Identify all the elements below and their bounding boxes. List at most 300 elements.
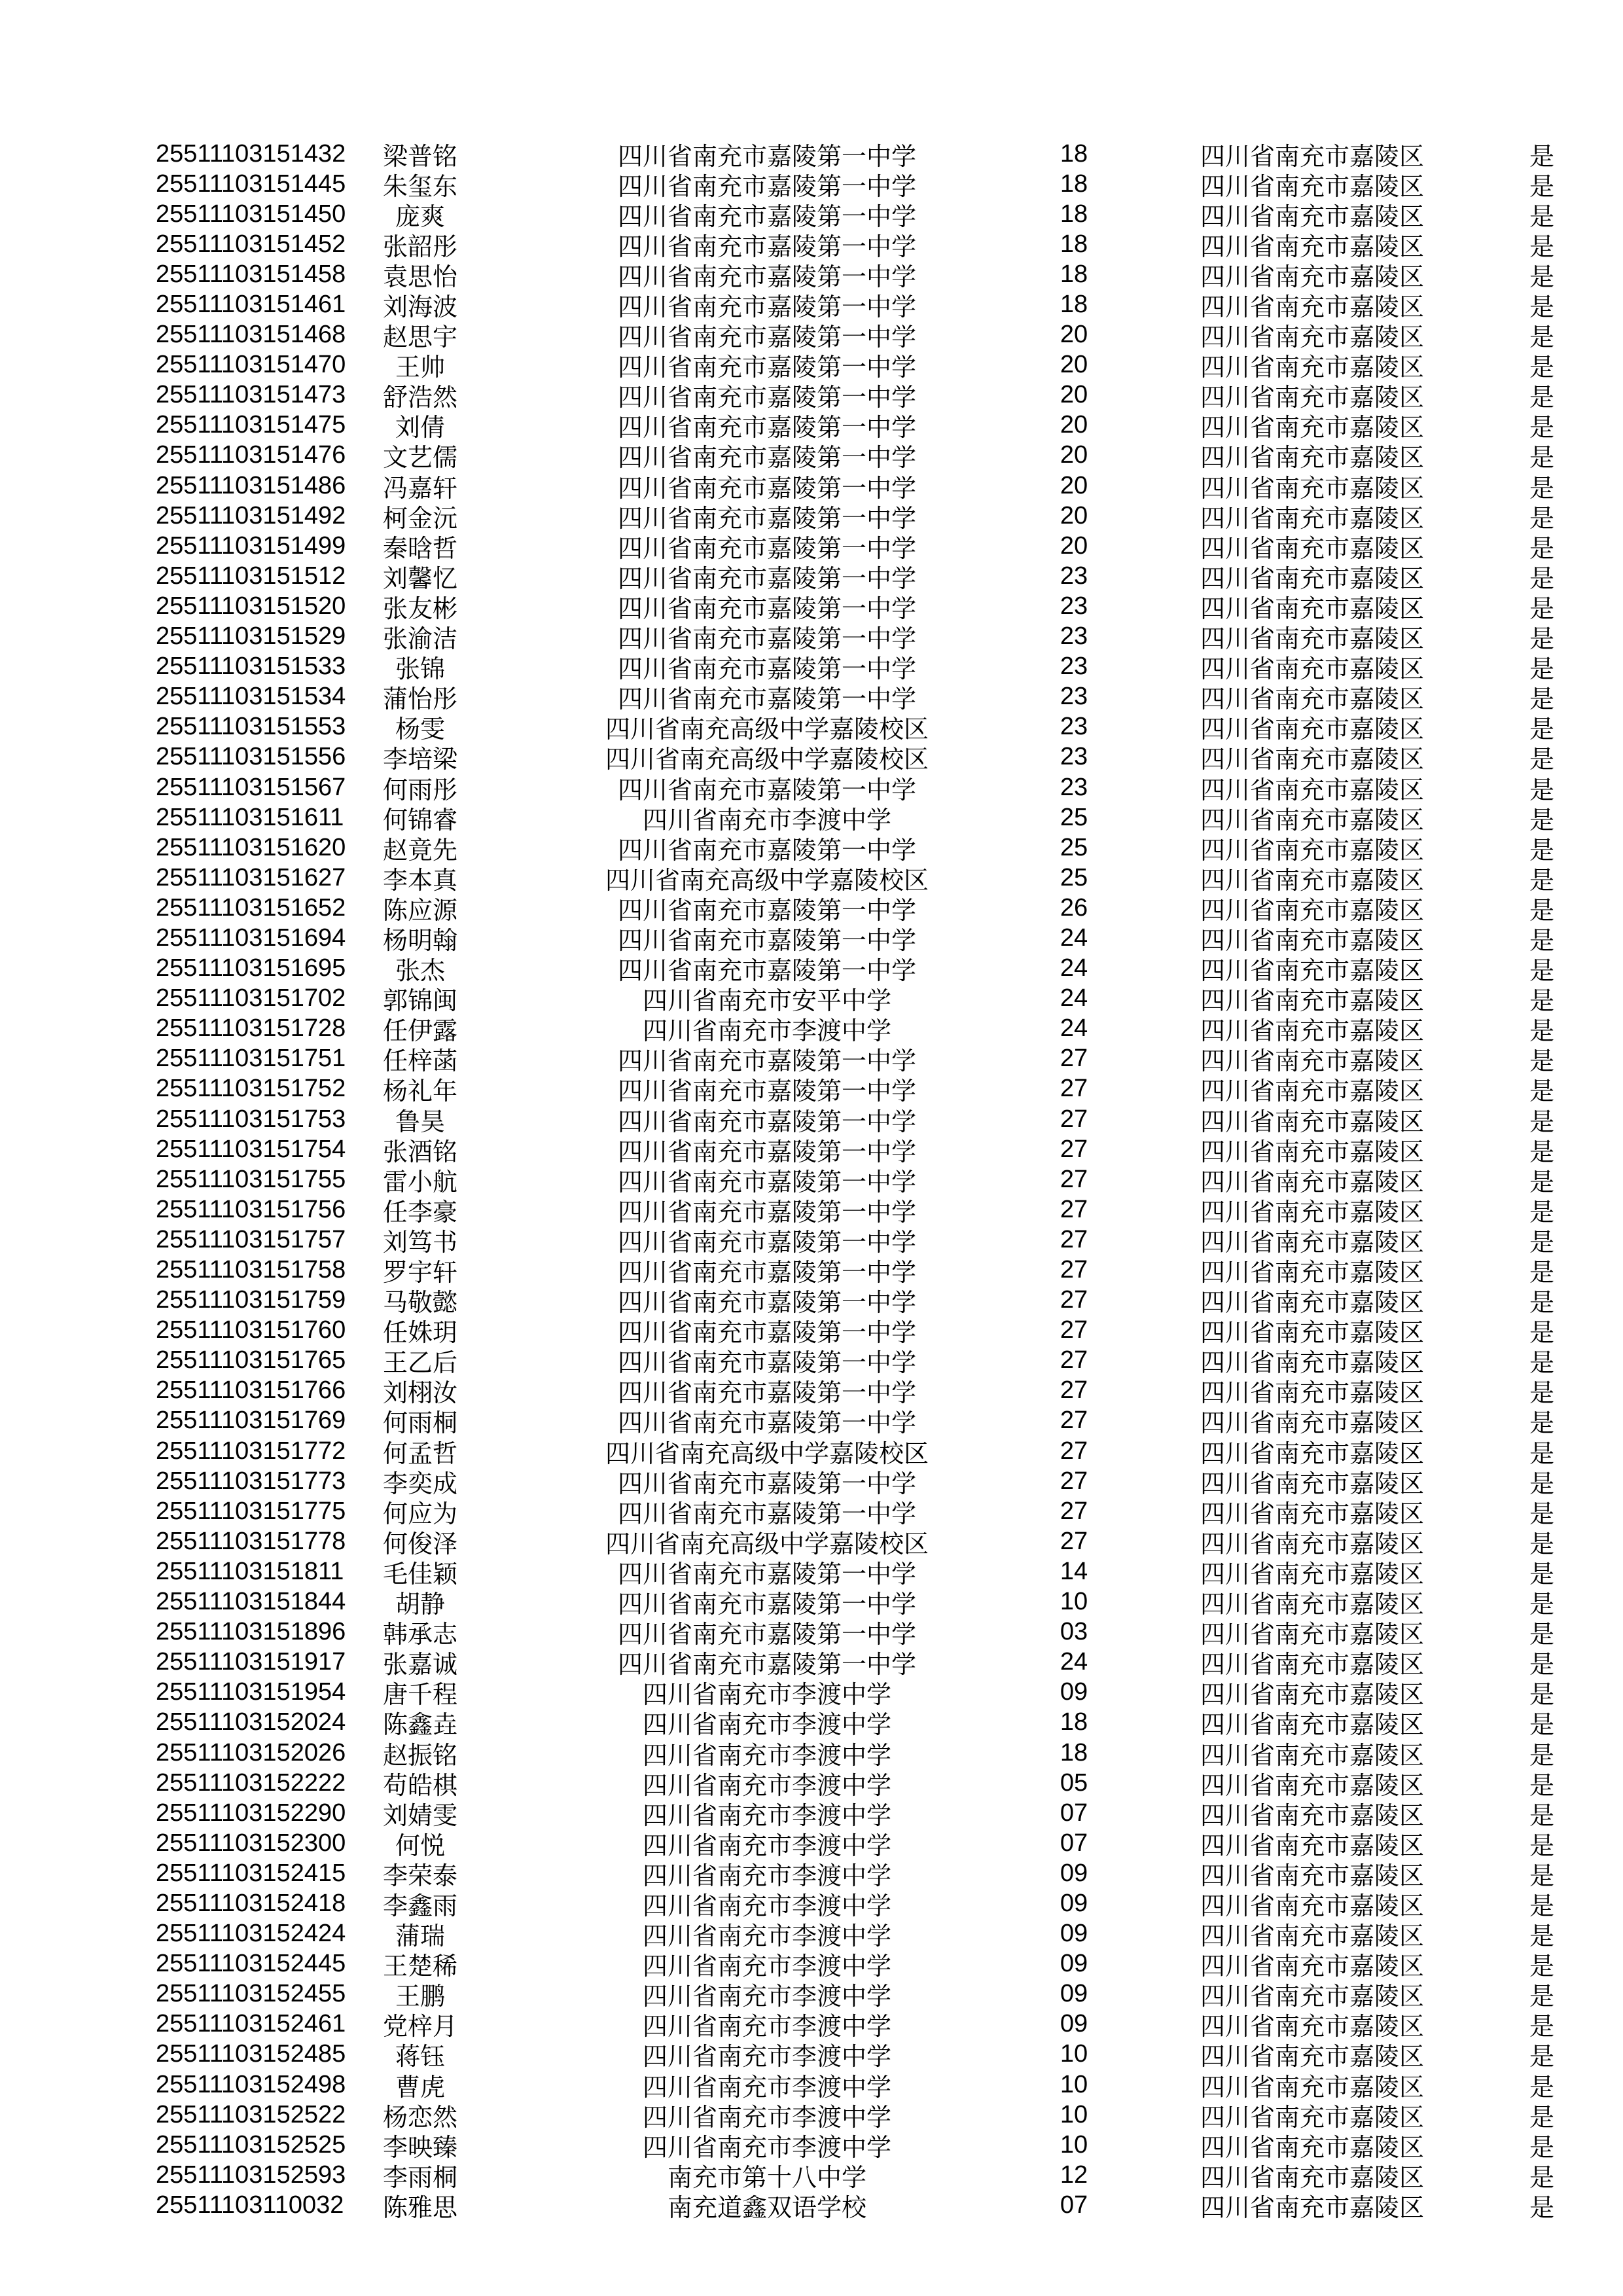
confirm-cell: 是 [1529, 475, 1554, 503]
confirm-cell: 是 [1529, 535, 1554, 563]
school-cell: 四川省南充市嘉陵第一中学 [617, 1259, 916, 1287]
region-cell: 四川省南充市嘉陵区 [1200, 203, 1424, 231]
student-name-cell: 任梓菡 [382, 1048, 457, 1076]
table-row [0, 652, 1623, 682]
student-name-cell: 刘笃书 [382, 1229, 457, 1257]
school-cell: 四川省南充高级中学嘉陵校区 [605, 1440, 929, 1468]
student-id-cell: 25511103152445 [156, 1950, 346, 1978]
region-cell: 四川省南充市嘉陵区 [1200, 173, 1424, 201]
confirm-cell: 是 [1529, 686, 1554, 714]
region-cell: 四川省南充市嘉陵区 [1200, 1350, 1424, 1378]
count-cell: 09 [1060, 1920, 1088, 1948]
table-row [0, 1888, 1623, 1918]
student-name-cell: 张锦 [395, 656, 445, 684]
count-cell: 12 [1060, 2161, 1088, 2189]
count-cell: 18 [1060, 1708, 1088, 1736]
school-cell: 四川省南充市嘉陵第一中学 [617, 958, 916, 986]
table-row [0, 893, 1623, 923]
region-cell: 四川省南充市嘉陵区 [1200, 1862, 1424, 1890]
count-cell: 25 [1060, 863, 1088, 891]
region-cell: 四川省南充市嘉陵区 [1200, 1289, 1424, 1318]
confirm-cell: 是 [1529, 2194, 1554, 2222]
confirm-cell: 是 [1529, 806, 1554, 834]
school-cell: 四川省南充市嘉陵第一中学 [617, 776, 916, 804]
student-name-cell: 文艺儒 [382, 444, 457, 473]
region-cell: 四川省南充市嘉陵区 [1200, 2073, 1424, 2102]
school-cell: 四川省南充市嘉陵第一中学 [617, 263, 916, 291]
confirm-cell: 是 [1529, 2013, 1554, 2041]
count-cell: 27 [1060, 1075, 1088, 1103]
table-row [0, 1798, 1623, 1828]
table-row [0, 863, 1623, 893]
student-id-cell: 25511103151512 [156, 562, 346, 590]
student-name-cell: 李培梁 [382, 746, 457, 774]
region-cell: 四川省南充市嘉陵区 [1200, 294, 1424, 322]
confirm-cell: 是 [1529, 2164, 1554, 2192]
region-cell: 四川省南充市嘉陵区 [1200, 2104, 1424, 2132]
student-id-cell: 25511103152424 [156, 1920, 346, 1948]
count-cell: 07 [1060, 1799, 1088, 1827]
confirm-cell: 是 [1529, 927, 1554, 955]
student-id-cell: 25511103151567 [156, 773, 346, 801]
school-cell: 四川省南充市嘉陵第一中学 [617, 1410, 916, 1438]
table-row [0, 2070, 1623, 2100]
school-cell: 四川省南充市嘉陵第一中学 [617, 927, 916, 955]
confirm-cell: 是 [1529, 2104, 1554, 2132]
region-cell: 四川省南充市嘉陵区 [1200, 927, 1424, 955]
confirm-cell: 是 [1529, 1651, 1554, 1679]
student-id-cell: 25511103151529 [156, 622, 346, 651]
count-cell: 10 [1060, 2070, 1088, 2098]
student-name-cell: 冯嘉轩 [382, 475, 457, 503]
student-name-cell: 李奕成 [382, 1470, 457, 1498]
confirm-cell: 是 [1529, 1742, 1554, 1770]
school-cell: 四川省南充市李渡中学 [642, 1742, 891, 1770]
count-cell: 05 [1060, 1768, 1088, 1797]
table-row [0, 320, 1623, 350]
region-cell: 四川省南充市嘉陵区 [1200, 626, 1424, 654]
confirm-cell: 是 [1529, 1168, 1554, 1196]
confirm-cell: 是 [1529, 1923, 1554, 1951]
student-name-cell: 蒲怡彤 [382, 686, 457, 714]
region-cell: 四川省南充市嘉陵区 [1200, 475, 1424, 503]
region-cell: 四川省南充市嘉陵区 [1200, 1892, 1424, 1920]
table-row [0, 380, 1623, 410]
student-id-cell: 25511103152415 [156, 1859, 346, 1887]
count-cell: 20 [1060, 471, 1088, 499]
table-row [0, 1134, 1623, 1164]
student-id-cell: 25511103151758 [156, 1256, 346, 1284]
count-cell: 23 [1060, 622, 1088, 651]
region-cell: 四川省南充市嘉陵区 [1200, 505, 1424, 533]
table-row [0, 169, 1623, 199]
confirm-cell: 是 [1529, 958, 1554, 986]
region-cell: 四川省南充市嘉陵区 [1200, 414, 1424, 442]
region-cell: 四川省南充市嘉陵区 [1200, 595, 1424, 623]
region-cell: 四川省南充市嘉陵区 [1200, 384, 1424, 412]
region-cell: 四川省南充市嘉陵区 [1200, 1168, 1424, 1196]
table-row [0, 229, 1623, 259]
student-id-cell: 25511103151702 [156, 984, 346, 1013]
region-cell: 四川省南充市嘉陵区 [1200, 1319, 1424, 1348]
student-id-cell: 25511103151458 [156, 260, 346, 288]
table-row [0, 2100, 1623, 2130]
school-cell: 四川省南充市嘉陵第一中学 [617, 897, 916, 925]
count-cell: 10 [1060, 2130, 1088, 2159]
table-row [0, 1858, 1623, 1888]
confirm-cell: 是 [1529, 1560, 1554, 1588]
region-cell: 四川省南充市嘉陵区 [1200, 1681, 1424, 1710]
count-cell: 20 [1060, 531, 1088, 560]
school-cell: 四川省南充市嘉陵第一中学 [617, 505, 916, 533]
school-cell: 四川省南充高级中学嘉陵校区 [605, 1530, 929, 1558]
student-id-cell: 25511103151751 [156, 1045, 346, 1073]
student-id-cell: 25511103151652 [156, 893, 346, 922]
confirm-cell: 是 [1529, 354, 1554, 382]
table-row [0, 833, 1623, 863]
table-row [0, 1496, 1623, 1526]
table-row [0, 622, 1623, 652]
table-row [0, 2190, 1623, 2220]
table-row [0, 591, 1623, 621]
student-name-cell: 朱玺东 [382, 173, 457, 201]
count-cell: 20 [1060, 321, 1088, 349]
table-row [0, 1587, 1623, 1617]
table-row [0, 1316, 1623, 1346]
student-id-cell: 25511103152026 [156, 1738, 346, 1767]
count-cell: 24 [1060, 984, 1088, 1013]
region-cell: 四川省南充市嘉陵区 [1200, 656, 1424, 684]
region-cell: 四川省南充市嘉陵区 [1200, 1651, 1424, 1679]
region-cell: 四川省南充市嘉陵区 [1200, 1380, 1424, 1408]
count-cell: 20 [1060, 441, 1088, 469]
school-cell: 四川省南充市嘉陵第一中学 [617, 1078, 916, 1106]
confirm-cell: 是 [1529, 384, 1554, 412]
student-id-cell: 25511103151778 [156, 1527, 346, 1555]
student-id-cell: 25511103152222 [156, 1768, 346, 1797]
region-cell: 四川省南充市嘉陵区 [1200, 1138, 1424, 1166]
count-cell: 10 [1060, 1588, 1088, 1616]
region-cell: 四川省南充市嘉陵区 [1200, 535, 1424, 563]
table-row [0, 772, 1623, 802]
count-cell: 23 [1060, 683, 1088, 711]
student-name-cell: 马敬懿 [382, 1289, 457, 1318]
school-cell: 四川省南充市嘉陵第一中学 [617, 444, 916, 473]
school-cell: 四川省南充市李渡中学 [642, 1862, 891, 1890]
student-name-cell: 王鹏 [395, 1983, 445, 2011]
school-cell: 四川省南充市李渡中学 [642, 1923, 891, 1951]
region-cell: 四川省南充市嘉陵区 [1200, 716, 1424, 744]
confirm-cell: 是 [1529, 1198, 1554, 1227]
table-row [0, 1677, 1623, 1708]
region-cell: 四川省南充市嘉陵区 [1200, 988, 1424, 1016]
student-name-cell: 李本真 [382, 867, 457, 895]
confirm-cell: 是 [1529, 505, 1554, 533]
student-id-cell: 25511103151475 [156, 411, 346, 439]
school-cell: 四川省南充市李渡中学 [642, 1681, 891, 1710]
student-name-cell: 张酒铭 [382, 1138, 457, 1166]
region-cell: 四川省南充市嘉陵区 [1200, 1530, 1424, 1558]
table-row [0, 1346, 1623, 1376]
count-cell: 27 [1060, 1407, 1088, 1435]
student-name-cell: 罗宇轩 [382, 1259, 457, 1287]
student-id-cell: 25511103152455 [156, 1980, 346, 2008]
student-name-cell: 苟皓棋 [382, 1772, 457, 1800]
school-cell: 四川省南充市嘉陵第一中学 [617, 173, 916, 201]
student-id-cell: 25511103152525 [156, 2130, 346, 2159]
student-name-cell: 李鑫雨 [382, 1892, 457, 1920]
confirm-cell: 是 [1529, 836, 1554, 865]
student-name-cell: 刘婧雯 [382, 1802, 457, 1830]
count-cell: 07 [1060, 2191, 1088, 2219]
confirm-cell: 是 [1529, 2134, 1554, 2162]
student-id-cell: 25511103151896 [156, 1618, 346, 1646]
count-cell: 14 [1060, 1557, 1088, 1585]
student-id-cell: 25511103151520 [156, 592, 346, 620]
student-name-cell: 赵思宇 [382, 324, 457, 352]
student-id-cell: 25511103151533 [156, 653, 346, 681]
student-id-cell: 25511103151461 [156, 291, 346, 319]
count-cell: 27 [1060, 1497, 1088, 1525]
school-cell: 四川省南充市李渡中学 [642, 1772, 891, 1800]
region-cell: 四川省南充市嘉陵区 [1200, 1500, 1424, 1528]
student-name-cell: 何雨彤 [382, 776, 457, 804]
student-name-cell: 王帅 [395, 354, 445, 382]
table-row [0, 199, 1623, 229]
student-name-cell: 郭锦闽 [382, 988, 457, 1016]
confirm-cell: 是 [1529, 1712, 1554, 1740]
confirm-cell: 是 [1529, 1862, 1554, 1890]
count-cell: 09 [1060, 1950, 1088, 1978]
table-row [0, 1074, 1623, 1104]
school-cell: 四川省南充市嘉陵第一中学 [617, 1048, 916, 1076]
student-name-cell: 舒浩然 [382, 384, 457, 412]
student-id-cell: 25511103152418 [156, 1889, 346, 1917]
student-name-cell: 杨雯 [395, 716, 445, 744]
confirm-cell: 是 [1529, 203, 1554, 231]
confirm-cell: 是 [1529, 1892, 1554, 1920]
school-cell: 四川省南充市嘉陵第一中学 [617, 1319, 916, 1348]
region-cell: 四川省南充市嘉陵区 [1200, 958, 1424, 986]
school-cell: 四川省南充市嘉陵第一中学 [617, 1350, 916, 1378]
confirm-cell: 是 [1529, 1983, 1554, 2011]
count-cell: 24 [1060, 924, 1088, 952]
school-cell: 四川省南充市嘉陵第一中学 [617, 1138, 916, 1166]
table-row [0, 1436, 1623, 1466]
school-cell: 四川省南充高级中学嘉陵校区 [605, 746, 929, 774]
table-row [0, 289, 1623, 322]
region-cell: 四川省南充市嘉陵区 [1200, 776, 1424, 804]
confirm-cell: 是 [1529, 1108, 1554, 1136]
count-cell: 10 [1060, 2100, 1088, 2128]
confirm-cell: 是 [1529, 626, 1554, 654]
count-cell: 23 [1060, 713, 1088, 741]
student-name-cell: 张嘉诚 [382, 1651, 457, 1679]
student-name-cell: 赵振铭 [382, 1742, 457, 1770]
student-name-cell: 胡静 [395, 1591, 445, 1619]
student-id-cell: 25511103151756 [156, 1195, 346, 1223]
count-cell: 18 [1060, 139, 1088, 168]
table-row [0, 561, 1623, 591]
table-row [0, 923, 1623, 953]
count-cell: 27 [1060, 1527, 1088, 1555]
school-cell: 四川省南充市嘉陵第一中学 [617, 1621, 916, 1649]
count-cell: 27 [1060, 1135, 1088, 1163]
region-cell: 四川省南充市嘉陵区 [1200, 1983, 1424, 2011]
student-name-cell: 何应为 [382, 1500, 457, 1528]
region-cell: 四川省南充市嘉陵区 [1200, 2134, 1424, 2162]
student-id-cell: 25511103151773 [156, 1467, 346, 1495]
count-cell: 18 [1060, 170, 1088, 198]
student-id-cell: 25511103151432 [156, 139, 346, 168]
student-name-cell: 杨恋然 [382, 2104, 457, 2132]
school-cell: 四川省南充市李渡中学 [642, 1892, 891, 1920]
confirm-cell: 是 [1529, 233, 1554, 261]
count-cell: 24 [1060, 954, 1088, 982]
region-cell: 四川省南充市嘉陵区 [1200, 1953, 1424, 1981]
student-name-cell: 任姝玥 [382, 1319, 457, 1348]
table-row [0, 1919, 1623, 1949]
school-cell: 四川省南充市安平中学 [642, 988, 891, 1016]
school-cell: 四川省南充市嘉陵第一中学 [617, 1470, 916, 1498]
region-cell: 四川省南充市嘉陵区 [1200, 1198, 1424, 1227]
school-cell: 四川省南充市李渡中学 [642, 1983, 891, 2011]
count-cell: 20 [1060, 411, 1088, 439]
region-cell: 四川省南充市嘉陵区 [1200, 1470, 1424, 1498]
region-cell: 四川省南充市嘉陵区 [1200, 686, 1424, 714]
region-cell: 四川省南充市嘉陵区 [1200, 1712, 1424, 1740]
student-id-cell: 25511103152485 [156, 2040, 346, 2068]
student-id-cell: 25511103151452 [156, 230, 346, 258]
region-cell: 四川省南充市嘉陵区 [1200, 354, 1424, 382]
table-row [0, 1104, 1623, 1134]
confirm-cell: 是 [1529, 595, 1554, 623]
student-id-cell: 25511103151757 [156, 1225, 346, 1253]
confirm-cell: 是 [1529, 143, 1554, 171]
student-table [0, 139, 1623, 2220]
count-cell: 09 [1060, 1678, 1088, 1706]
table-row [0, 682, 1623, 712]
table-row [0, 1225, 1623, 1255]
confirm-cell: 是 [1529, 1530, 1554, 1558]
table-row [0, 2160, 1623, 2190]
school-cell: 南充道鑫双语学校 [667, 2194, 866, 2222]
count-cell: 20 [1060, 501, 1088, 529]
count-cell: 27 [1060, 1316, 1088, 1344]
school-cell: 四川省南充市嘉陵第一中学 [617, 595, 916, 623]
school-cell: 南充市第十八中学 [667, 2164, 866, 2192]
table-row [0, 1164, 1623, 1194]
student-name-cell: 张韶彤 [382, 233, 457, 261]
count-cell: 27 [1060, 1437, 1088, 1465]
school-cell: 四川省南充市嘉陵第一中学 [617, 1651, 916, 1679]
region-cell: 四川省南充市嘉陵区 [1200, 2164, 1424, 2192]
student-name-cell: 赵竟先 [382, 836, 457, 865]
student-name-cell: 唐千程 [382, 1681, 457, 1710]
confirm-cell: 是 [1529, 1500, 1554, 1528]
school-cell: 四川省南充市李渡中学 [642, 806, 891, 834]
region-cell: 四川省南充市嘉陵区 [1200, 746, 1424, 774]
student-name-cell: 庞爽 [395, 203, 445, 231]
student-id-cell: 25511103151499 [156, 531, 346, 560]
student-id-cell: 25511103151728 [156, 1014, 346, 1043]
confirm-cell: 是 [1529, 173, 1554, 201]
student-name-cell: 杨礼年 [382, 1078, 457, 1106]
confirm-cell: 是 [1529, 1259, 1554, 1287]
count-cell: 27 [1060, 1195, 1088, 1223]
count-cell: 27 [1060, 1256, 1088, 1284]
confirm-cell: 是 [1529, 1440, 1554, 1468]
student-name-cell: 王乙后 [382, 1350, 457, 1378]
confirm-cell: 是 [1529, 867, 1554, 895]
student-name-cell: 张杰 [395, 958, 445, 986]
confirm-cell: 是 [1529, 1319, 1554, 1348]
count-cell: 09 [1060, 1859, 1088, 1887]
student-id-cell: 25511103151760 [156, 1316, 346, 1344]
region-cell: 四川省南充市嘉陵区 [1200, 324, 1424, 352]
student-id-cell: 25511103151844 [156, 1588, 346, 1616]
table-row [0, 1708, 1623, 1738]
region-cell: 四川省南充市嘉陵区 [1200, 867, 1424, 895]
region-cell: 四川省南充市嘉陵区 [1200, 1440, 1424, 1468]
table-row [0, 1406, 1623, 1436]
table-row [0, 1949, 1623, 1979]
student-name-cell: 鲁昊 [395, 1108, 445, 1136]
student-name-cell: 党梓月 [382, 2013, 457, 2041]
confirm-cell: 是 [1529, 1078, 1554, 1106]
table-row [0, 2009, 1623, 2039]
table-row [0, 440, 1623, 471]
student-id-cell: 25511103151473 [156, 381, 346, 409]
region-cell: 四川省南充市嘉陵区 [1200, 1410, 1424, 1438]
table-row [0, 350, 1623, 380]
student-name-cell: 何雨桐 [382, 1410, 457, 1438]
confirm-cell: 是 [1529, 776, 1554, 804]
confirm-cell: 是 [1529, 414, 1554, 442]
school-cell: 四川省南充市嘉陵第一中学 [617, 686, 916, 714]
student-name-cell: 蒋钰 [395, 2043, 445, 2072]
confirm-cell: 是 [1529, 1380, 1554, 1408]
school-cell: 四川省南充市嘉陵第一中学 [617, 203, 916, 231]
count-cell: 24 [1060, 1014, 1088, 1043]
student-id-cell: 25511103151445 [156, 170, 346, 198]
region-cell: 四川省南充市嘉陵区 [1200, 1078, 1424, 1106]
table-row [0, 139, 1623, 169]
count-cell: 18 [1060, 260, 1088, 288]
school-cell: 四川省南充市李渡中学 [642, 2073, 891, 2102]
count-cell: 25 [1060, 833, 1088, 861]
school-cell: 四川省南充市李渡中学 [642, 2013, 891, 2041]
student-id-cell: 25511103151755 [156, 1165, 346, 1193]
student-name-cell: 李映臻 [382, 2134, 457, 2162]
school-cell: 四川省南充市李渡中学 [642, 1018, 891, 1046]
region-cell: 四川省南充市嘉陵区 [1200, 1259, 1424, 1287]
student-id-cell: 25511103151492 [156, 501, 346, 529]
student-id-cell: 25511103152461 [156, 2010, 346, 2038]
count-cell: 20 [1060, 381, 1088, 409]
school-cell: 四川省南充市嘉陵第一中学 [617, 535, 916, 563]
student-name-cell: 陈鑫垚 [382, 1712, 457, 1740]
student-id-cell: 25511103151553 [156, 713, 346, 741]
student-id-cell: 25511103151754 [156, 1135, 346, 1163]
student-name-cell: 韩承志 [382, 1621, 457, 1649]
region-cell: 四川省南充市嘉陵区 [1200, 1832, 1424, 1860]
student-id-cell: 25511103151470 [156, 351, 346, 379]
student-id-cell: 25511103151775 [156, 1497, 346, 1525]
school-cell: 四川省南充市嘉陵第一中学 [617, 414, 916, 442]
student-id-cell: 25511103152024 [156, 1708, 346, 1736]
confirm-cell: 是 [1529, 656, 1554, 684]
